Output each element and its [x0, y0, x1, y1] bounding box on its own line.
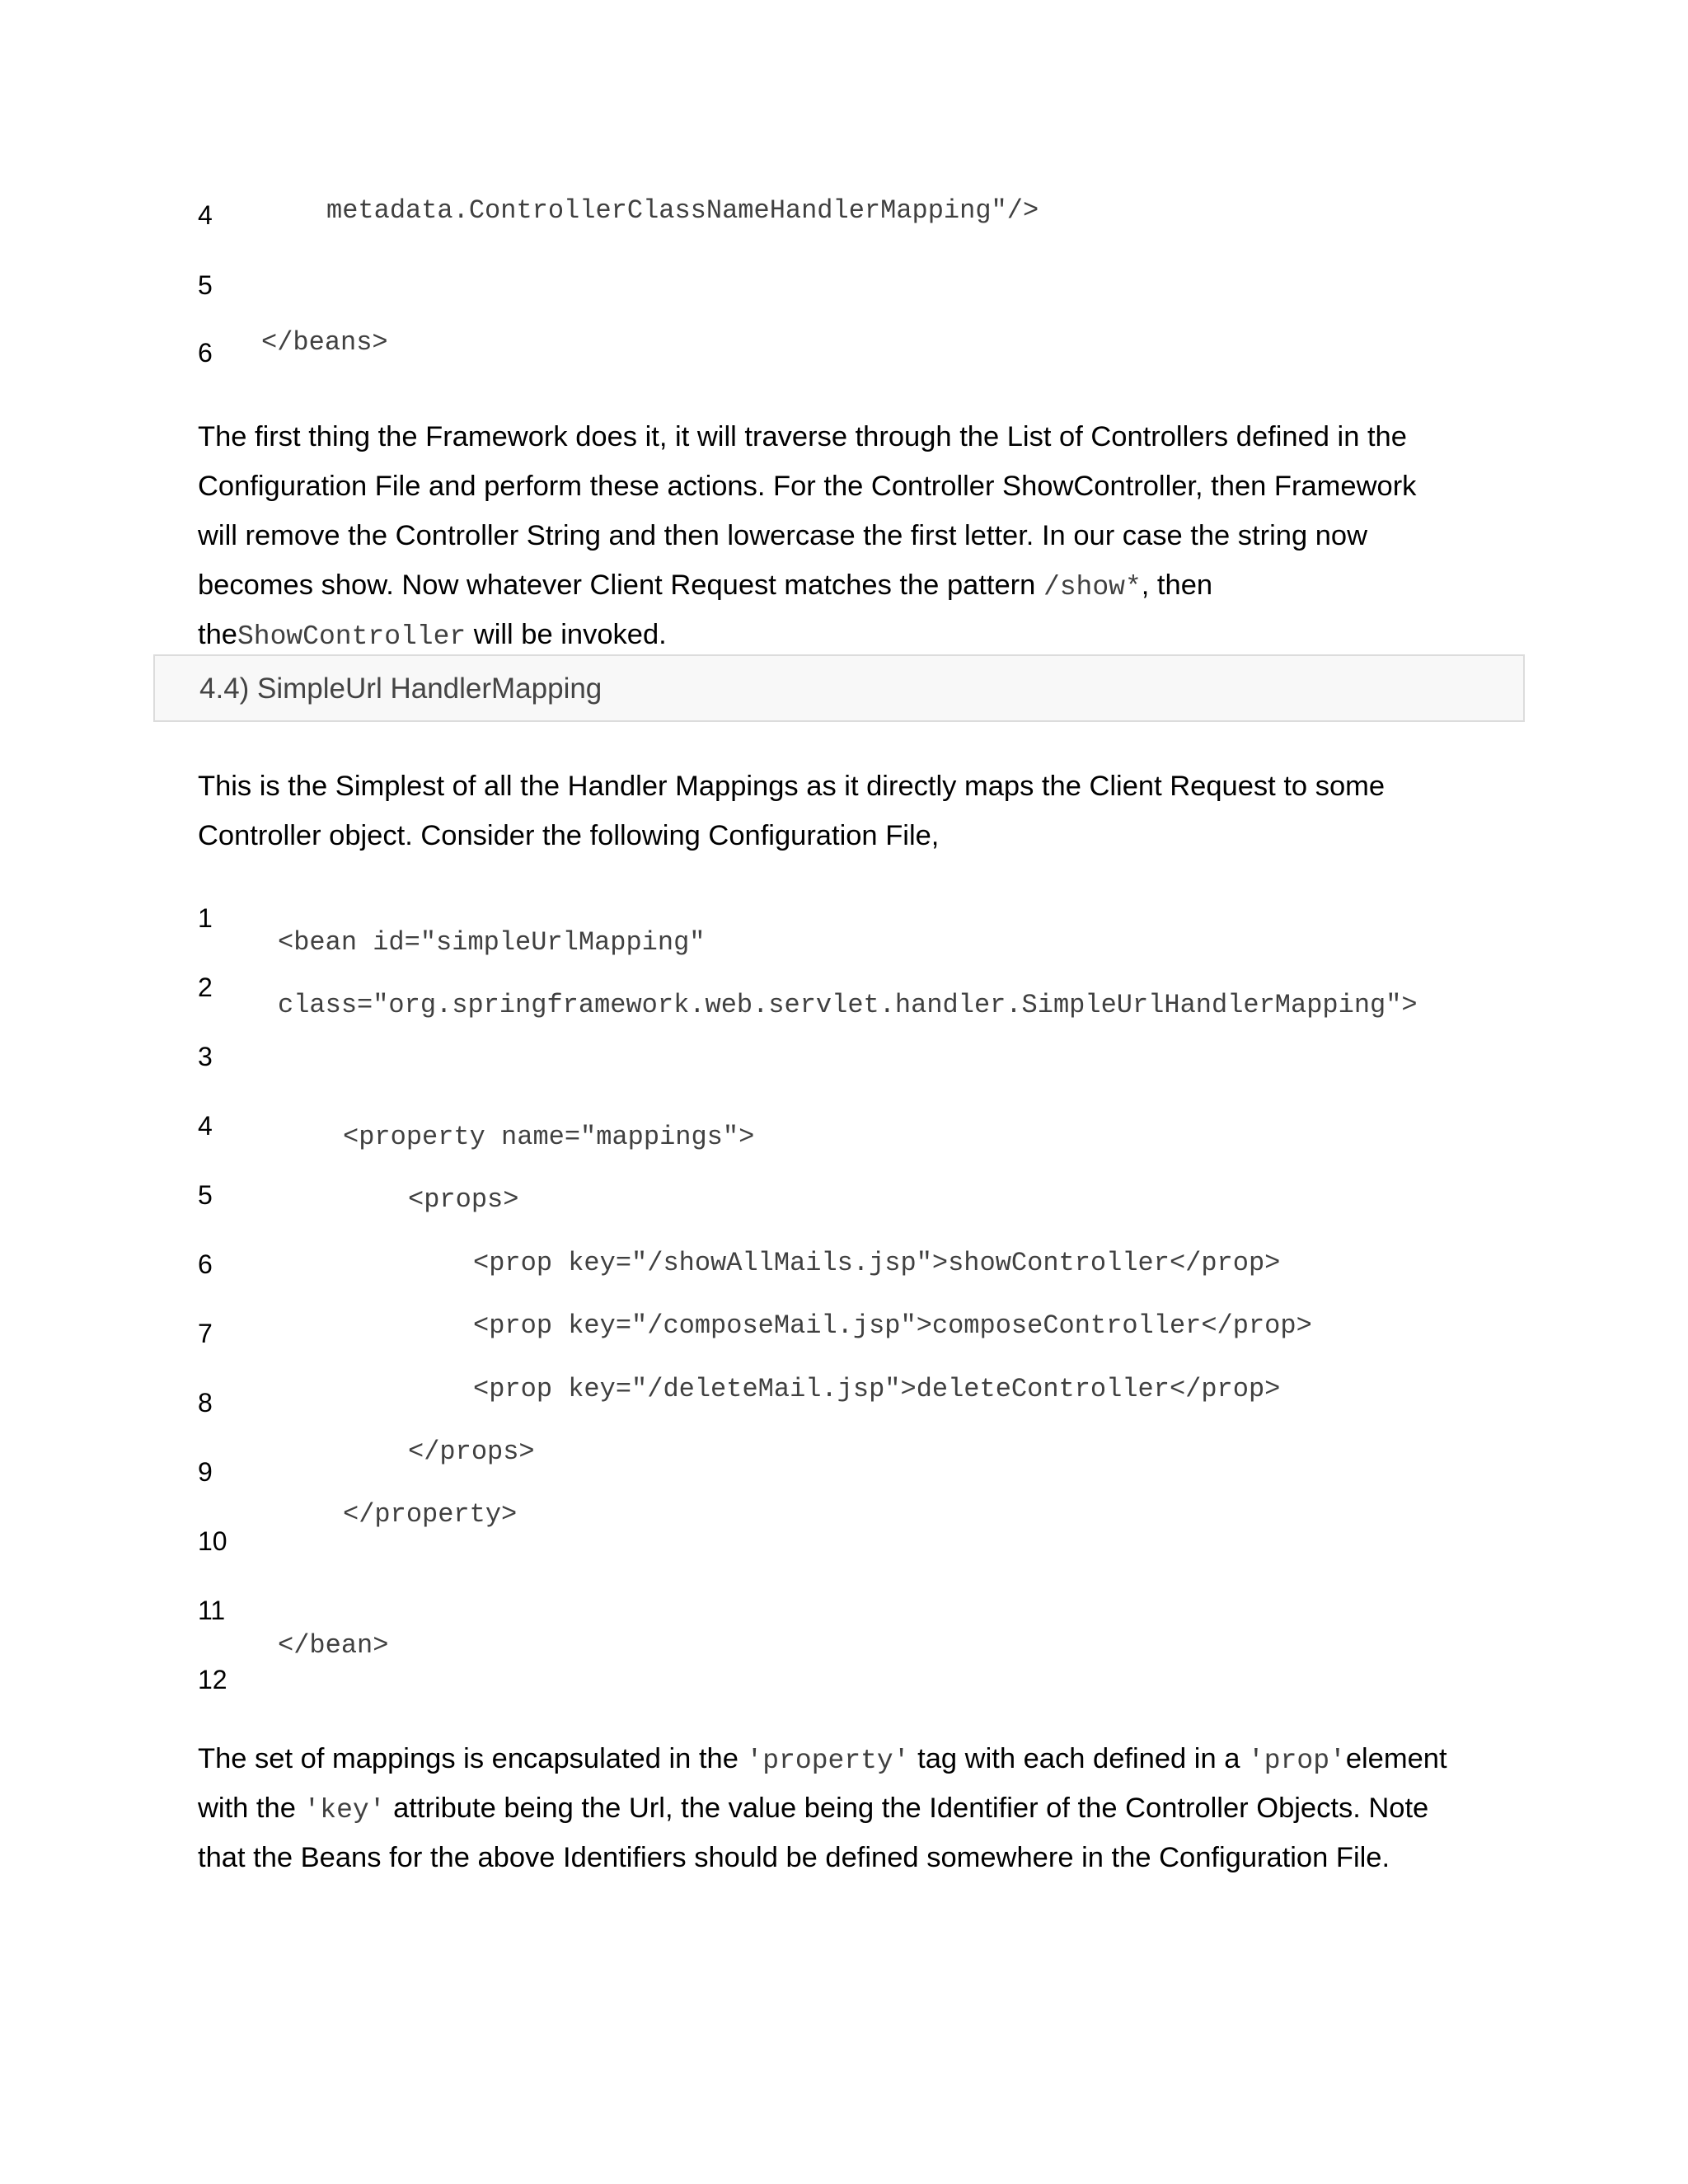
paragraph-line: This is the Simplest of all the Handler Mappings as it directly maps the Client Request to some — [198, 771, 1386, 802]
paragraph-controller-class-name — [198, 412, 1500, 659]
code-line: <props> — [408, 1184, 519, 1215]
code-line: metadata.ControllerClassNameHandlerMapping"/> — [326, 195, 1039, 226]
line-number: 11 — [198, 1596, 226, 1625]
code-line: class="org.springframework.web.servlet.handler.SimpleUrlHandlerMapping"> — [278, 990, 1418, 1020]
paragraph-simple-url-intro — [198, 762, 1500, 860]
line-number: 2 — [198, 972, 213, 1002]
paragraph-line: The first thing the Framework does it, it will traverse through the List of Controllers defined in the — [198, 421, 1407, 452]
inline-code: /show* — [1043, 572, 1142, 602]
code-line: <bean id="simpleUrlMapping" — [278, 927, 706, 958]
code-line: </beans> — [261, 327, 388, 358]
paragraph-line — [198, 560, 1500, 610]
code-line: <prop key="/deleteMail.jsp">deleteController</prop> — [473, 1374, 1281, 1404]
code-line: <prop key="/showAllMails.jsp">showController</prop> — [473, 1248, 1281, 1278]
paragraph-line: Configuration File and perform these actions. For the Controller ShowController, then Framework — [198, 471, 1417, 502]
line-number: 3 — [198, 1042, 213, 1071]
paragraph-line: that the Beans for the above Identifiers should be defined somewhere in the Configuration File. — [198, 1842, 1390, 1873]
line-number: 5 — [198, 1180, 213, 1210]
text: becomes show. Now whatever Client Request matches the pattern — [198, 569, 1043, 601]
code-line: </bean> — [278, 1630, 389, 1661]
paragraph-line: Controller object. Consider the following Configuration File, — [198, 820, 940, 851]
text: will be invoked. — [466, 619, 667, 650]
line-number: 9 — [198, 1457, 213, 1487]
text: tag with each defined in a — [909, 1743, 1248, 1774]
line-number: 1 — [198, 903, 213, 933]
inline-code: ShowController — [237, 621, 467, 652]
line-number: 12 — [198, 1665, 227, 1694]
line-number: 4 — [198, 200, 213, 230]
text: element — [1345, 1743, 1447, 1774]
text: attribute being the Url, the value being the Identifier of the Controller Objects. Note — [385, 1793, 1429, 1824]
paragraph-line — [198, 610, 1500, 659]
text: with the — [198, 1793, 304, 1824]
line-number: 5 — [198, 270, 213, 300]
line-number: 8 — [198, 1388, 213, 1418]
line-number: 7 — [198, 1319, 213, 1348]
line-number: 4 — [198, 1111, 213, 1141]
text: the — [198, 619, 237, 650]
inline-code: 'property' — [746, 1746, 910, 1776]
paragraph-line: will remove the Controller String and then lowercase the first letter. In our case the string now — [198, 520, 1368, 551]
paragraph-mappings-explanation — [198, 1734, 1500, 1882]
section-heading: 4.4) SimpleUrl HandlerMapping — [199, 673, 603, 705]
code-line: <prop key="/composeMail.jsp">composeController</prop> — [473, 1310, 1312, 1341]
line-number: 6 — [198, 1249, 213, 1279]
text: , then — [1141, 569, 1213, 601]
code-line: </props> — [408, 1436, 535, 1467]
code-line: <property name="mappings"> — [343, 1122, 755, 1152]
paragraph-line — [198, 1734, 1500, 1783]
inline-code: 'key' — [303, 1795, 386, 1825]
line-number: 10 — [198, 1526, 227, 1556]
text: The set of mappings is encapsulated in the — [198, 1743, 747, 1774]
inline-code: 'prop' — [1248, 1746, 1346, 1776]
paragraph-line — [198, 1783, 1500, 1833]
code-line: </property> — [343, 1499, 518, 1530]
section-heading-box — [153, 654, 1525, 722]
line-number: 6 — [198, 338, 213, 368]
